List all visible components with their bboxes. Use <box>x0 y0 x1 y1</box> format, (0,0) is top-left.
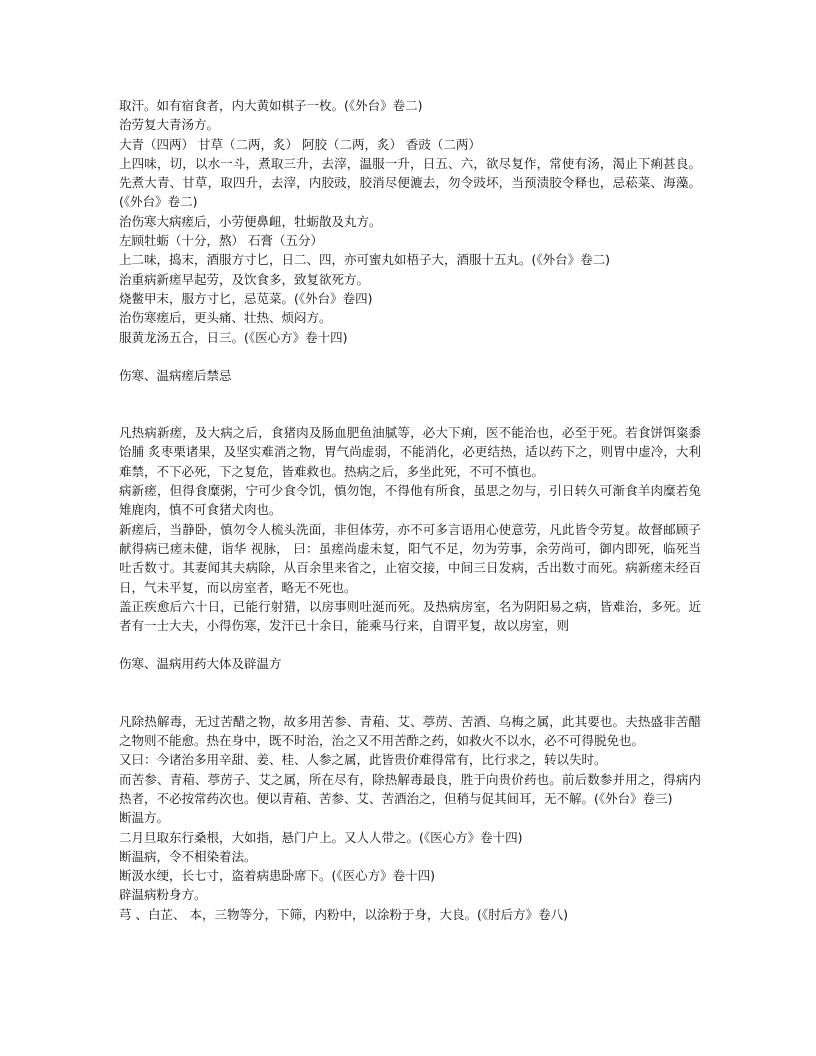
paragraph: 治伤寒瘥后，更头痛、壮热、烦闷方。 <box>119 310 332 326</box>
paragraph: 病新瘥，但得食糜粥，宁可少食令饥，慎勿饱，不得他有所食，虽思之勿与，引日转久可渐食羊肉糜若兔雉鹿肉，慎不可食猪犬肉也。 <box>119 483 701 518</box>
section-heading: 伤寒、温病用药大体及辟温方 <box>119 656 282 672</box>
paragraph: 二月旦取东行桑根，大如指，悬门户上。又人人带之。(《医心方》卷十四) <box>119 829 523 845</box>
section-heading: 伤寒、温病瘥后禁忌 <box>119 367 232 383</box>
prescription-section <box>119 654 701 924</box>
paragraph: 取汗。如有宿食者，内大黄如棋子一枚。(《外台》卷二) <box>119 98 423 113</box>
paragraph: 芎 、白芷、 本，三物等分，下筛，内粉中，以涂粉于身，大良。(《肘后方》卷八) <box>119 906 568 922</box>
paragraph: 烧鳖甲末，服方寸匕，忌苋菜。(《外台》卷四) <box>119 290 373 306</box>
paragraph: 服黄龙汤五合，日三。(《医心方》卷十四) <box>119 329 348 345</box>
paragraph: 辟温病粉身方。 <box>119 887 207 903</box>
paragraph: 治伤寒大病瘥后，小劳便鼻衄，牡蛎散及丸方。 <box>119 213 382 229</box>
paragraph: 断汲水绠，长七寸，盗着病患卧席下。(《医心方》卷十四) <box>119 868 436 884</box>
paragraph: 盖正疾愈后六十日，已能行射猎，以房事则吐涎而死。及热病房室，名为阴阳易之病，皆难治，多死。近者有一士大夫，小得伤寒，发汗已十余日，能乘马行来，自谓平复，故以房室，则 <box>119 598 701 634</box>
paragraph: 上四味，切，以水一斗，煮取三升，去滓，温服一升，日五、六，欲尽复作，常使有汤，渴止下痢甚良。先煮大青、甘草，取四升，去滓，内胶豉，胶消尽便漉去，勿令豉坏，当预渍胶令释也，忌菘菜、海藻。(《外台》卷二) <box>119 155 701 210</box>
paragraph: 上二味，捣末，酒服方寸匕，日二、四，亦可蜜丸如梧子大，酒服十五丸。(《外台》卷二) <box>119 252 611 268</box>
paragraph: 而苦参、青葙、葶苈子、艾之属，所在尽有，除热解毒最良，胜于向贵价药也。前后数参并用之，得病内热者，不必按常药次也。便以青葙、苦参、艾、苦酒治之，但稍与促其间耳，无不解。(《外台》卷三) <box>119 771 701 806</box>
paragraph: 左顾牡蛎（十分，熬） 石膏（五分） <box>119 233 323 249</box>
paragraph: 凡热病新瘥，及大病之后，食猪肉及肠血肥鱼油腻等，必大下痢，医不能治也，必至于死。若食饼饵粢黍饴脯 炙枣栗诸果，及坚实难消之物，胃气尚虚弱，不能消化，必更结热，适以药下之，则胃中虚冷，大利难禁，不下必死，下之复危，皆难救也。热病之后，多坐此死，不可不慎也。 <box>119 425 701 479</box>
paragraph: 治劳复大青汤方。 <box>119 117 220 133</box>
paragraph: 断温方。 <box>119 810 170 826</box>
paragraph: 凡除热解毒，无过苦醋之物，故多用苦参、青葙、艾、葶苈、苦酒、乌梅之属，此其要也。夫热盛非苦醋之物则不能愈。热在身中，既不时治，治之又不用苦酢之药，如救火不以水，必不可得脱免也。 <box>119 713 701 749</box>
paragraph: 又曰：今诸治多用辛甜、姜、桂、人参之属，此皆贵价难得常有，比行求之，转以失时。 <box>119 752 607 768</box>
recipe-section <box>119 96 701 347</box>
paragraph: 治重病新瘥早起劳，及饮食多，致复欲死方。 <box>119 271 370 287</box>
document-page <box>119 96 701 924</box>
paragraph: 新瘥后，当静卧，慎勿令人梳头洗面，非但体劳，亦不可多言语用心使意劳，凡此皆令劳复。故督邮顾子献得病已瘥未健，诣华 视脉， 曰：虽瘥尚虚未复，阳气不足，勿为劳事，余劳尚可，御内即死，临死当吐舌数寸。其妻闻其夫病除，从百余里来省之，止宿交接，中间三日发病，舌出数寸而死。病新瘥未经百日，气未平复，而以房室者，略无不死也。 <box>119 521 701 595</box>
paragraph: 断温病，令不相染着法。 <box>119 848 257 864</box>
taboo-section <box>119 366 701 636</box>
paragraph: 大青（四两） 甘草（二两，炙） 阿胶（二两，炙） 香豉（二两） <box>119 136 481 152</box>
